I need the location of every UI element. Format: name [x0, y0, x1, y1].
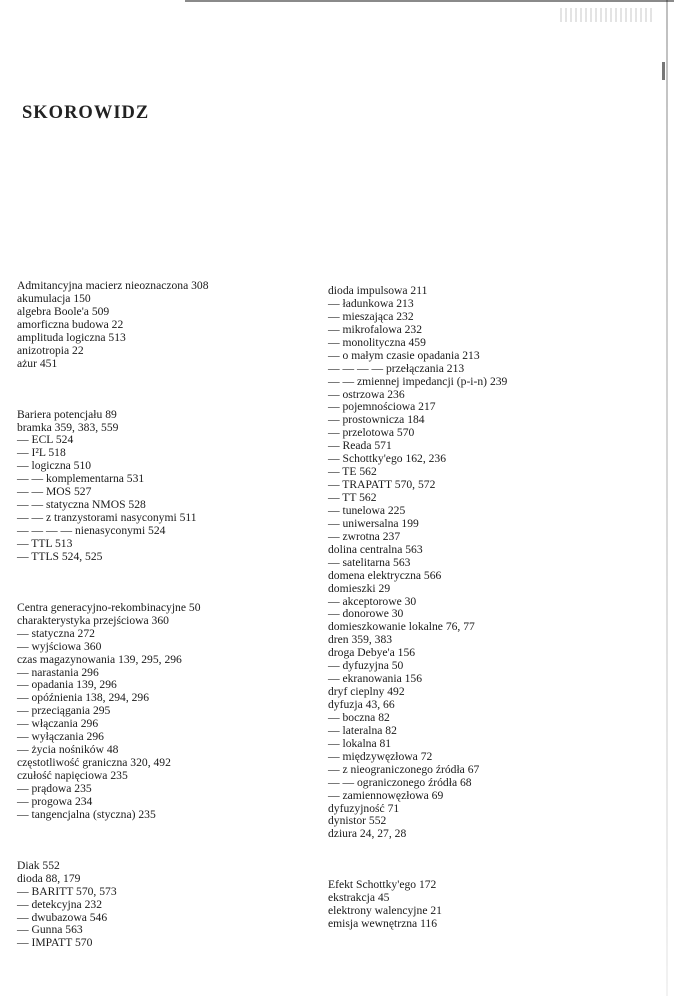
index-entry: — TT 562 — [328, 491, 377, 504]
index-entry: czułość napięciowa 235 — [17, 769, 128, 782]
index-entry: — TRAPATT 570, 572 — [328, 478, 436, 492]
index-entry: dyfuzyjność 71 — [328, 801, 400, 815]
index-entry: — przelotowa 570 — [328, 426, 415, 440]
index-entry: — satelitarna 563 — [328, 555, 411, 569]
group-spacer — [328, 841, 507, 879]
index-group — [328, 879, 507, 931]
index-entry: — dyfuzyjna 50 — [328, 659, 404, 673]
index-entry: bramka 359, 383, 559 — [17, 420, 119, 434]
index-entry: dyfuzja 43, 66 — [328, 698, 395, 711]
index-entry: — dwubazowa 546 — [17, 910, 108, 924]
index-column-left — [17, 280, 209, 950]
index-entry: dioda 88, 179 — [17, 871, 81, 885]
index-entry: — monolityczna 459 — [328, 335, 426, 349]
index-entry: charakterystyka przejściowa 360 — [17, 613, 169, 627]
index-entry: dziura 24, 27, 28 — [328, 827, 407, 841]
index-entry: Efekt Schottky'ego 172 — [328, 878, 437, 892]
index-entry: częstotliwość graniczna 320, 492 — [17, 756, 171, 770]
index-column-right — [328, 285, 507, 931]
index-entry: domieszkowanie lokalne 76, 77 — [328, 620, 475, 634]
index-entry: emisja wewnętrzna 116 — [328, 917, 438, 931]
index-entry: Diak 552 — [17, 858, 60, 872]
index-entry: — wyłączania 296 — [17, 730, 104, 744]
index-entry: — — zmiennej impedancji (p-i-n) 239 — [328, 374, 508, 388]
index-entry: — — ograniczonego źródła 68 — [328, 775, 472, 789]
index-entry: dolina centralna 563 — [328, 542, 423, 556]
scan-top-border — [185, 0, 674, 2]
index-entry: — logiczna 510 — [17, 459, 92, 473]
index-group — [17, 280, 209, 371]
index-group — [17, 409, 209, 564]
index-group — [17, 860, 209, 951]
index-entry: amplituda logiczna 513 — [17, 330, 126, 344]
index-entry: — mieszająca 232 — [328, 309, 414, 323]
index-entry: — lokalna 81 — [328, 736, 392, 750]
index-entry: — lateralna 82 — [328, 723, 397, 737]
index-entry: — IMPATT 570 — [17, 936, 93, 950]
index-entry: — prostownicza 184 — [328, 413, 425, 427]
index-entry: — ekranowania 156 — [328, 672, 423, 686]
index-group — [17, 602, 209, 822]
index-entry: — detekcyjna 232 — [17, 897, 102, 911]
index-entry: — Reada 571 — [328, 439, 392, 453]
index-entry: dioda impulsowa 211 — [328, 284, 428, 297]
index-entry: — progowa 234 — [17, 794, 93, 808]
index-entry: — przeciągania 295 — [17, 704, 111, 718]
index-entry: — wyjściowa 360 — [17, 639, 102, 653]
index-entry: — — komplementarna 531 — [17, 472, 145, 486]
index-entry: — włączania 296 — [17, 717, 99, 731]
index-entry: domena elektryczna 566 — [328, 568, 442, 582]
index-entry: — akceptorowe 30 — [328, 594, 417, 608]
index-entry: — Gunna 563 — [17, 923, 83, 937]
index-entry: — opadania 139, 296 — [17, 678, 117, 692]
index-entry: — międzywęzłowa 72 — [328, 749, 433, 763]
group-spacer — [17, 371, 209, 409]
index-entry: dynistor 552 — [328, 814, 387, 828]
index-entry: — o małym czasie opadania 213 — [328, 348, 480, 362]
index-entry: elektrony walencyjne 21 — [328, 904, 442, 918]
index-entry: — — z tranzystorami nasyconymi 511 — [17, 511, 197, 525]
scan-smudge — [560, 8, 655, 22]
scan-right-edge — [666, 0, 668, 996]
page-title: SKOROWIDZ — [22, 103, 150, 123]
index-entry: amorficzna budowa 22 — [17, 317, 124, 331]
index-entry: — Schottky'ego 162, 236 — [328, 452, 447, 466]
index-entry: — życia nośników 48 — [17, 743, 119, 757]
index-entry: — opóźnienia 138, 294, 296 — [17, 691, 150, 705]
index-group — [328, 285, 507, 841]
index-entry: akumulacja 150 — [17, 291, 91, 305]
index-entry: — TTLS 524, 525 — [17, 549, 103, 563]
index-entry: — mikrofalowa 232 — [328, 322, 423, 336]
index-entry: — prądowa 235 — [17, 781, 92, 795]
index-entry: — boczna 82 — [328, 710, 390, 724]
index-entry: anizotropia 22 — [17, 343, 84, 357]
index-entry: Admitancyjna macierz nieoznaczona 308 — [17, 279, 209, 292]
index-entry: — — — — nienasyconymi 524 — [17, 524, 166, 537]
index-entry: domieszki 29 — [328, 581, 391, 595]
index-entry: ekstrakcja 45 — [328, 891, 390, 905]
index-entry: — narastania 296 — [17, 665, 99, 679]
index-entry: — BARITT 570, 573 — [17, 884, 117, 898]
index-entry: — TE 562 — [328, 465, 377, 479]
index-entry: czas magazynowania 139, 295, 296 — [17, 652, 182, 666]
index-entry: — tunelowa 225 — [328, 503, 406, 517]
index-entry: — zamiennowęzłowa 69 — [328, 788, 444, 802]
index-entry: — — MOS 527 — [17, 485, 92, 499]
index-entry: — ładunkowa 213 — [328, 296, 414, 310]
index-entry: — zwrotna 237 — [328, 529, 401, 543]
index-entry: — ECL 524 — [17, 433, 74, 447]
index-entry: dren 359, 383 — [328, 633, 393, 647]
index-entry: Bariera potencjału 89 — [17, 407, 117, 421]
index-entry: — statyczna 272 — [17, 626, 95, 640]
index-entry: — uniwersalna 199 — [328, 516, 419, 530]
index-entry: — donorowe 30 — [328, 607, 404, 621]
index-entry: ażur 451 — [17, 356, 58, 370]
index-entry: — tangencjalna (styczna) 235 — [17, 807, 156, 821]
index-entry: — pojemnościowa 217 — [328, 400, 436, 414]
index-entry: — TTL 513 — [17, 536, 73, 550]
index-entry: Centra generacyjno-rekombinacyjne 50 — [17, 600, 201, 614]
group-spacer — [17, 564, 209, 602]
index-entry: — I²L 518 — [17, 446, 66, 460]
index-entry: — — statyczna NMOS 528 — [17, 498, 146, 512]
index-entry: — — — — przełączania 213 — [328, 361, 465, 375]
index-entry: algebra Boole'a 509 — [17, 304, 110, 318]
index-entry: droga Debye'a 156 — [328, 646, 416, 660]
index-entry: — ostrzowa 236 — [328, 387, 405, 401]
index-entry: — z nieograniczonego źródła 67 — [328, 762, 480, 776]
scan-mark — [662, 62, 665, 80]
index-entry: dryf cieplny 492 — [328, 685, 405, 699]
group-spacer — [17, 822, 209, 860]
